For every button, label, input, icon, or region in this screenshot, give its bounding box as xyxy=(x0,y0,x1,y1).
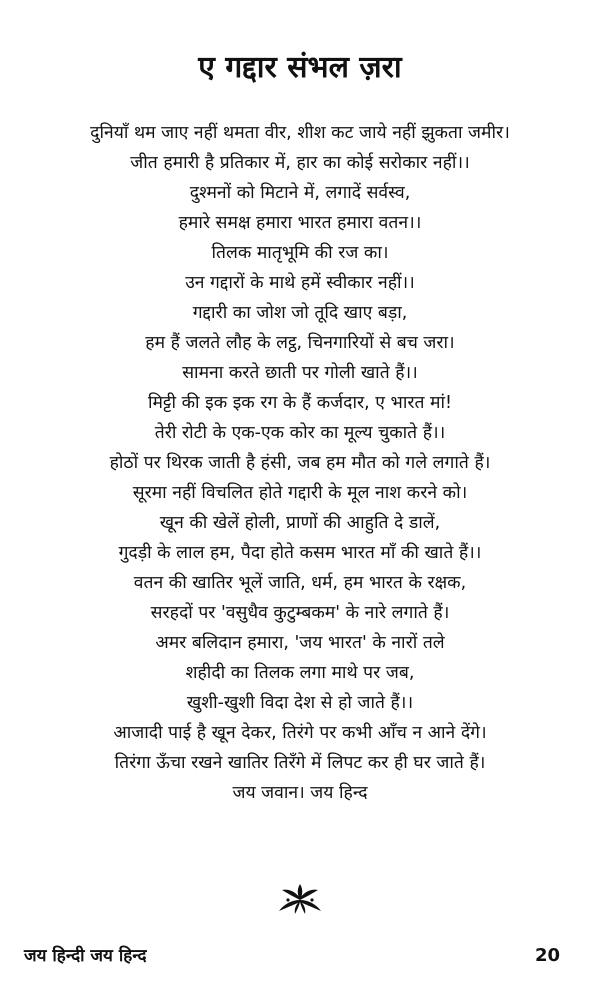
poem-line: मिट्टी की इक इक रग के हैं कर्जदार, ए भारत मां! xyxy=(147,393,453,413)
poem-line: हम हैं जलते लौह के लट्ठ, चिनगारियों से बच जरा। xyxy=(145,333,455,353)
poem-line: आजादी पाई है खून देकर, तिरंगे पर कभी आँच न आने देंगे। xyxy=(113,723,487,743)
poem-line: उन गद्दारों के माथे हमें स्वीकार नहीं।। xyxy=(185,273,415,293)
poem-line: खून की खेलें होली, प्राणों की आहुति दे डालें, xyxy=(159,513,441,533)
poem-line: सामना करते छाती पर गोली खाते हैं।। xyxy=(182,363,418,383)
page-number: 20 xyxy=(534,945,560,966)
poem-line: हमारे समक्ष हमारा भारत हमारा वतन।। xyxy=(178,213,422,233)
poem-line: गुदड़ी के लाल हम, पैदा होते कसम भारत माँ की खाते हैं।। xyxy=(118,543,482,563)
footer-book-title: जय हिन्दी जय हिन्द xyxy=(24,946,147,966)
poem-line: अमर बलिदान हमारा, 'जय भारत' के नारों तले xyxy=(155,633,445,653)
poem-line: सूरमा नहीं विचलित होते गद्दारी के मूल नाश करने को। xyxy=(132,483,468,503)
poem-line: जय जवान। जय हिन्द xyxy=(232,783,368,803)
poem-line: शहीदी का तिलक लगा माथे पर जब, xyxy=(185,663,415,683)
poem-line: गद्दारी का जोश जो तूदि खाए बड़ा, xyxy=(192,303,408,323)
poem-line: होठों पर थिरक जाती है हंसी, जब हम मौत को गले लगाते हैं। xyxy=(109,453,491,473)
poem-line: खुशी-खुशी विदा देश से हो जाते हैं।। xyxy=(186,693,414,713)
poem-line: वतन की खातिर भूलें जाति, धर्म, हम भारत के रक्षक, xyxy=(133,573,467,593)
poem-line: तेरी रोटी के एक-एक कोर का मूल्य चुकाते हैं।। xyxy=(154,423,446,443)
poem-line: दुनियाँ थम जाए नहीं थमता वीर, शीश कट जाये नहीं झुकता जमीर। xyxy=(90,123,510,143)
floral-ornament-icon xyxy=(270,880,330,916)
poem-title: ए गद्दार संभल ज़रा xyxy=(198,50,402,85)
poem-body xyxy=(10,118,590,808)
poem-line: तिरंगा ऊँचा रखने खातिर तिरँगे में लिपट कर ही घर जाते हैं। xyxy=(114,753,486,773)
poem-line: सरहदों पर 'वसुधैव कुटुम्बकम' के नारे लगाते हैं। xyxy=(150,603,450,623)
poem-line: तिलक मातृभूमि की रज का। xyxy=(211,243,389,263)
poem-line: दुश्मनों को मिटाने में, लगादें सर्वस्व, xyxy=(189,183,411,203)
poem-line: जीत हमारी है प्रतिकार में, हार का कोई सरोकार नहीं।। xyxy=(130,153,470,173)
